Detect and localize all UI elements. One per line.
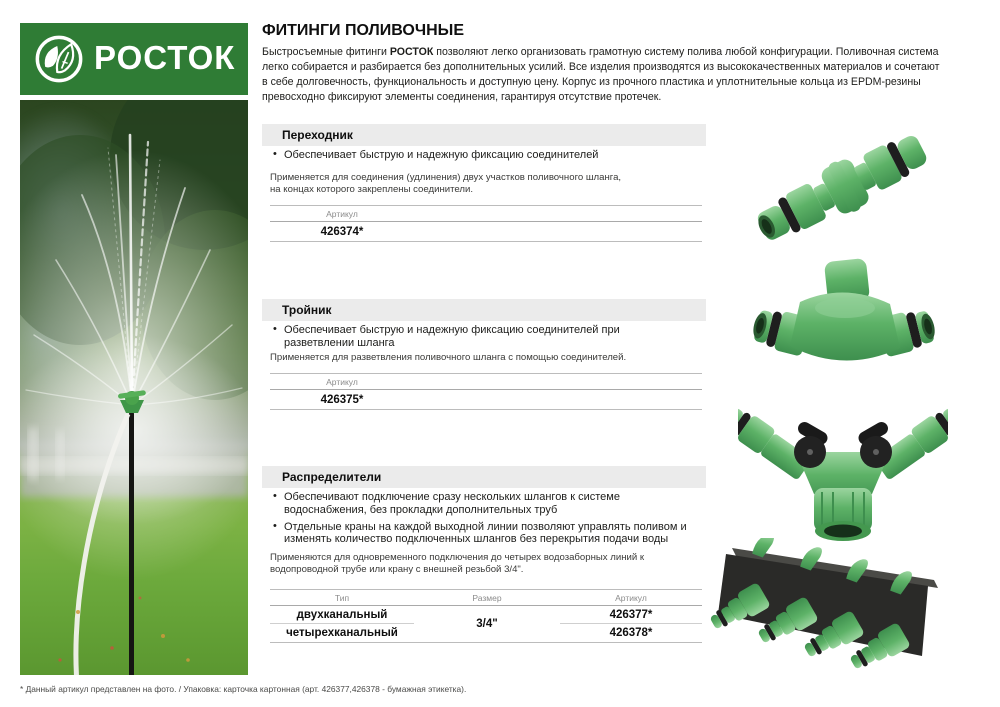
article-table bbox=[270, 373, 702, 410]
bullet-item: • Обеспечивает быструю и надежную фиксацию соединителей при разветвлении шланга bbox=[272, 324, 692, 350]
bullet-item: • Обеспечивают подключение сразу нескольких шлангов к системе водоснабжения, без прокладки дополнительных труб bbox=[272, 491, 692, 517]
bullet-item: • Обеспечивает быструю и надежную фиксацию соединителей bbox=[272, 149, 692, 162]
sprinkler-illustration bbox=[20, 100, 248, 675]
intro-paragraph bbox=[262, 45, 940, 105]
section-heading-bar bbox=[262, 466, 706, 488]
section-heading: Распределители bbox=[282, 470, 382, 484]
bullet-item: • Отдельные краны на каждой выходной линии позволяют управлять поливом и изменять количество подключенных шлангов без перекрытия подачи воды bbox=[272, 521, 692, 547]
footnote: * Данный артикул представлен на фото. / Упаковка: карточка картонная (арт. 426377,426378 - бумажная этикетка). bbox=[20, 684, 467, 694]
sprinkler-lawn-photo bbox=[20, 100, 248, 675]
page-title: ФИТИНГИ ПОЛИВОЧНЫЕ bbox=[262, 22, 465, 39]
section-heading-bar bbox=[262, 124, 706, 146]
intro-text: Быстросъемные фитинги bbox=[262, 46, 390, 58]
article-table bbox=[270, 205, 702, 242]
table-cell-article: 426377* bbox=[560, 606, 702, 624]
table-cell-type: четырехканальный bbox=[286, 627, 398, 639]
section-heading-bar bbox=[262, 299, 706, 321]
table-header-size: Размер bbox=[472, 592, 502, 603]
table-header-type: Тип bbox=[334, 592, 350, 603]
bullet-list bbox=[272, 491, 692, 550]
bullet-list bbox=[272, 149, 692, 166]
table-cell-size-merged: 3/4" bbox=[476, 618, 498, 630]
table-cell-article: 426374* bbox=[320, 225, 364, 238]
leaf-logo-icon bbox=[33, 33, 85, 85]
three-way-tee-photo bbox=[748, 256, 940, 407]
intro-text-cont: позволяют легко организовать грамотную систему полива любой конфигурации. Поливочная система легко собирается и разбирается без дополнительных усилий. Все изделия производятся из высококачественных материалов и сочетают в себе долговечность, функциональность и доступную цену. Корпус из прочного пластика и уплотнительные кольца из EPDM-резины превосходно фиксируют элементы соединения, гарантируя отсутствие протечек. bbox=[262, 46, 940, 103]
brand-logo bbox=[20, 23, 248, 95]
table-cell-type: двухканальный bbox=[270, 606, 414, 624]
section-description: Применяется для разветвления поливочного шланга с помощью соединителей. bbox=[270, 352, 627, 363]
intro-brand-bold: РОСТОК bbox=[389, 46, 434, 58]
sprinkler-pole bbox=[129, 412, 134, 675]
two-channel-distributor-photo bbox=[738, 398, 948, 553]
section-heading: Тройник bbox=[282, 303, 332, 317]
distributor-table bbox=[270, 589, 702, 643]
table-header-article: Артикул bbox=[326, 208, 358, 219]
bullet-list bbox=[272, 324, 692, 354]
table-header-article: Артикул bbox=[326, 376, 358, 387]
four-channel-distributor-photo bbox=[698, 538, 953, 685]
table-cell-article: 426375* bbox=[320, 393, 364, 406]
table-cell-article: 426378* bbox=[609, 627, 653, 639]
two-way-coupler-photo bbox=[742, 128, 942, 251]
table-header-article: Артикул bbox=[615, 592, 647, 603]
brand-name: РОСТОК bbox=[94, 39, 236, 76]
section-heading: Переходник bbox=[282, 128, 353, 142]
section-description: Применяется для соединения (удлинения) двух участков поливочного шланга, на концах которого закреплены соединители. bbox=[270, 172, 622, 196]
section-description: Применяются для одновременного подключения до четырех водозаборных линий к водопроводной трубе или крану с внешней резьбой 3/4". bbox=[270, 552, 645, 576]
